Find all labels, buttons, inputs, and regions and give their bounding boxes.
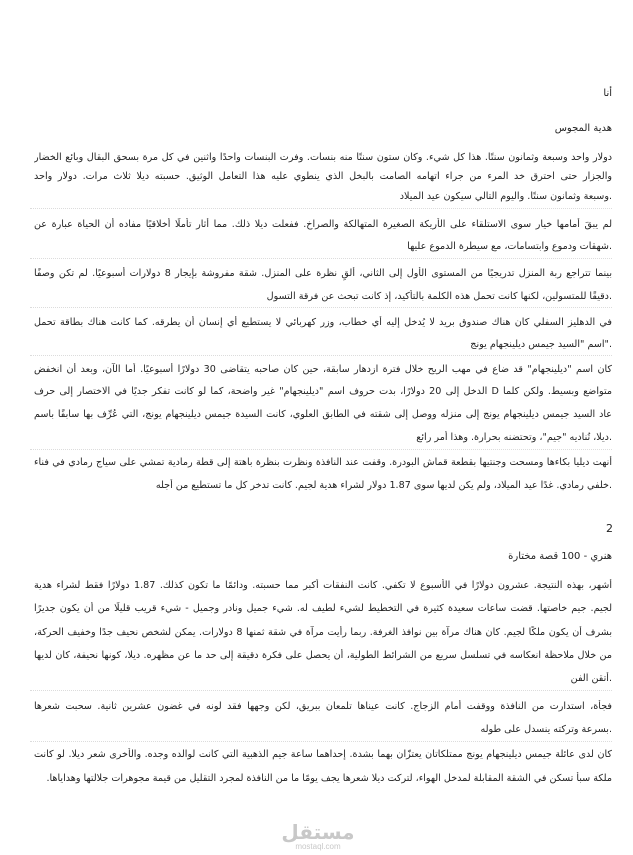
story-title: هدية المجوس <box>554 123 612 134</box>
text-line: أنهت ديليا بكاءها ومسحت وجنتيها بقطعة قماش البودرة. وقفت عند النافذة ونظرت بنظرة باهتة إلى قطة رمادية تمشي على سياج رمادي في فناء <box>34 457 612 468</box>
text-line: فجأة، استدارت من النافذة ووقفت أمام الزجاج. كانت عيناها تلمعان ببريق، لكن وجهها فقد لونه في غضون عشرين ثانية. سحبت شعرها <box>34 701 612 712</box>
text-line: كان لدى عائلة جيمس ديلينجهام يونج ممتلكاتان يعتزّان بهما بشدة. إحداهما ساعة جيم الذهبية التي كانت لوالده وجده. والأخرى شعر ديلا. لو كانت <box>34 749 612 760</box>
paragraph-divider <box>30 307 612 308</box>
text-line: .دقيقًا للمتسولين، لكنها كانت تحمل هذه الكلمة بالتأكيد، إذ كانت تبحث عن فرقة التسول <box>266 291 612 302</box>
text-line: لجيم. جيم خاصتها. قضت ساعات سعيدة كثيرة في التخطيط لشيء لطيف له. شيء جميل ونادر وجميل - شيء قريب قليلًا من أن يكون جديرًا <box>34 603 612 614</box>
text-line: من خلال ملاحظة انعكاسه في تسلسل سريع من الشرائط الطولية، أن يحصل على فكرة دقيقة إلى حد ما عن مظهره. ديلا، كونها نحيفة، كان لديها <box>34 650 612 661</box>
text-line: .وسبعة وثمانون سنتًا. واليوم التالي سيكون عيد الميلاد <box>399 191 612 202</box>
text-line: .بسرعة وتركته ينسدل على طوله <box>480 724 612 735</box>
text-line: ملكة سبأ تسكن في الشقة المقابلة لمدخل الهواء، لتركت ديلا شعرها يجف يومًا ما من النافذة لمجرد التقليل من قيمة مجوهرات جلالتها وهداياها. <box>46 773 612 784</box>
paragraph-divider <box>30 449 612 450</box>
text-line: لم يبقَ أمامها خيار سوى الاستلقاء على الأريكة الصغيرة المتهالكة والصراخ. ففعلت ديلا ذلك. مما أثار تأملًا أخلاقيًا مفاده أن الحياة عبارة عن <box>34 219 612 230</box>
text-line: .خلفي رمادي. غدًا عيد الميلاد، ولم يكن لديها سوى 1.87 دولار لشراء هدية لجيم. كانت تدخر كل ما تستطيع من أجله <box>155 480 612 491</box>
text-line: .شهقات ودموع وابتسامات، مع سيطرة الدموع عليها <box>407 241 612 252</box>
paragraph-divider <box>30 258 612 259</box>
paragraph-divider <box>30 741 612 742</box>
text-line: في الدهليز السفلي كان هناك صندوق بريد لا يُدخل إليه أي خطاب، وزر كهربائي لا يستطيع أي إنسان أن يطرقه. كما كانت هناك بطاقة تحمل <box>34 317 612 328</box>
watermark-domain: mostaql.com <box>295 842 341 851</box>
text-line: كان اسم "ديلينجهام" قد ضاع في مهب الريح خلال فترة ازدهار سابقة، حين كان صاحبه يتقاضى 30 دولارًا أسبوعيًا. أما الآن، وبعد أن انخفض <box>34 364 612 375</box>
section-number: 2 <box>606 522 613 535</box>
text-line: والجزار حتى احترق خد المرء من جراء اتهامه الصامت بالبخل الذي ينطوي عليه هذا التعامل الوثيق. حسبته ديلا ثلاث مرات. دولار واحد <box>34 171 612 182</box>
watermark-name: مستقل <box>281 820 355 844</box>
mostaql-watermark-logo <box>270 822 366 852</box>
story-title: هنري - 100 قصة مختارة <box>508 551 612 562</box>
text-line: أشهر، بهذه النتيجة. عشرون دولارًا في الأسبوع لا تكفي. كانت النفقات أكبر مما حسبته. ودائمًا ما تكون كذلك. 1.87 دولارًا فقط لشراء هدية <box>34 580 612 591</box>
text-line: ."اسم "السيد جيمس ديلينجهام يونج <box>470 339 612 350</box>
text-line: .أتقن الفن <box>570 673 612 684</box>
text-line: عاد السيد جيمس ديلينجهام يونج إلى منزله ووصل إلى شقته في الطابق العلوي، كانت السيدة جيمس ديلينجهام يونج، التي عُرِّف بها سابقًا باسم <box>34 409 612 420</box>
text-line: .ديلا، تُناديه "جيم"، وتحتضنه بحرارة. وهذا أمر رائع <box>416 432 612 443</box>
author-label: أنا <box>603 88 612 99</box>
text-line: دولار واحد وسبعة وثمانون سنتًا. هذا كل شيء. وكان ستون سنتًا منه بنسات. وفرت البنسات واحدًا واثنين في كل مرة بسحق البقال وبائع الخضار <box>34 152 612 163</box>
paragraph-divider <box>30 690 612 691</box>
text-line: بشرف أن يكون ملكًا لجيم. كان هناك مرآة بين نوافذ الغرفة. ربما رأيت مرآة في شقة ثمنها 8 دولارات. يمكن لشخص نحيف جدًا وخفيف الحركة، <box>34 627 612 638</box>
text-line: بينما تتراجع ربة المنزل تدريجيًا من المستوى الأول إلى الثاني، ألقِ نظرة على المنزل. شقة مفروشة بإيجار 8 دولارات أسبوعيًا. لم تكن وصفًا <box>34 268 612 279</box>
text-line: متواضع وبسيط. ولكن كلما D الدخل إلى 20 دولارًا، بدت حروف اسم "ديلينجهام" غير واضحة، كما لو كانت تفكر جديًا في الاختصار إلى حرف <box>34 386 612 397</box>
paragraph-divider <box>30 355 612 356</box>
paragraph-divider <box>30 208 612 209</box>
